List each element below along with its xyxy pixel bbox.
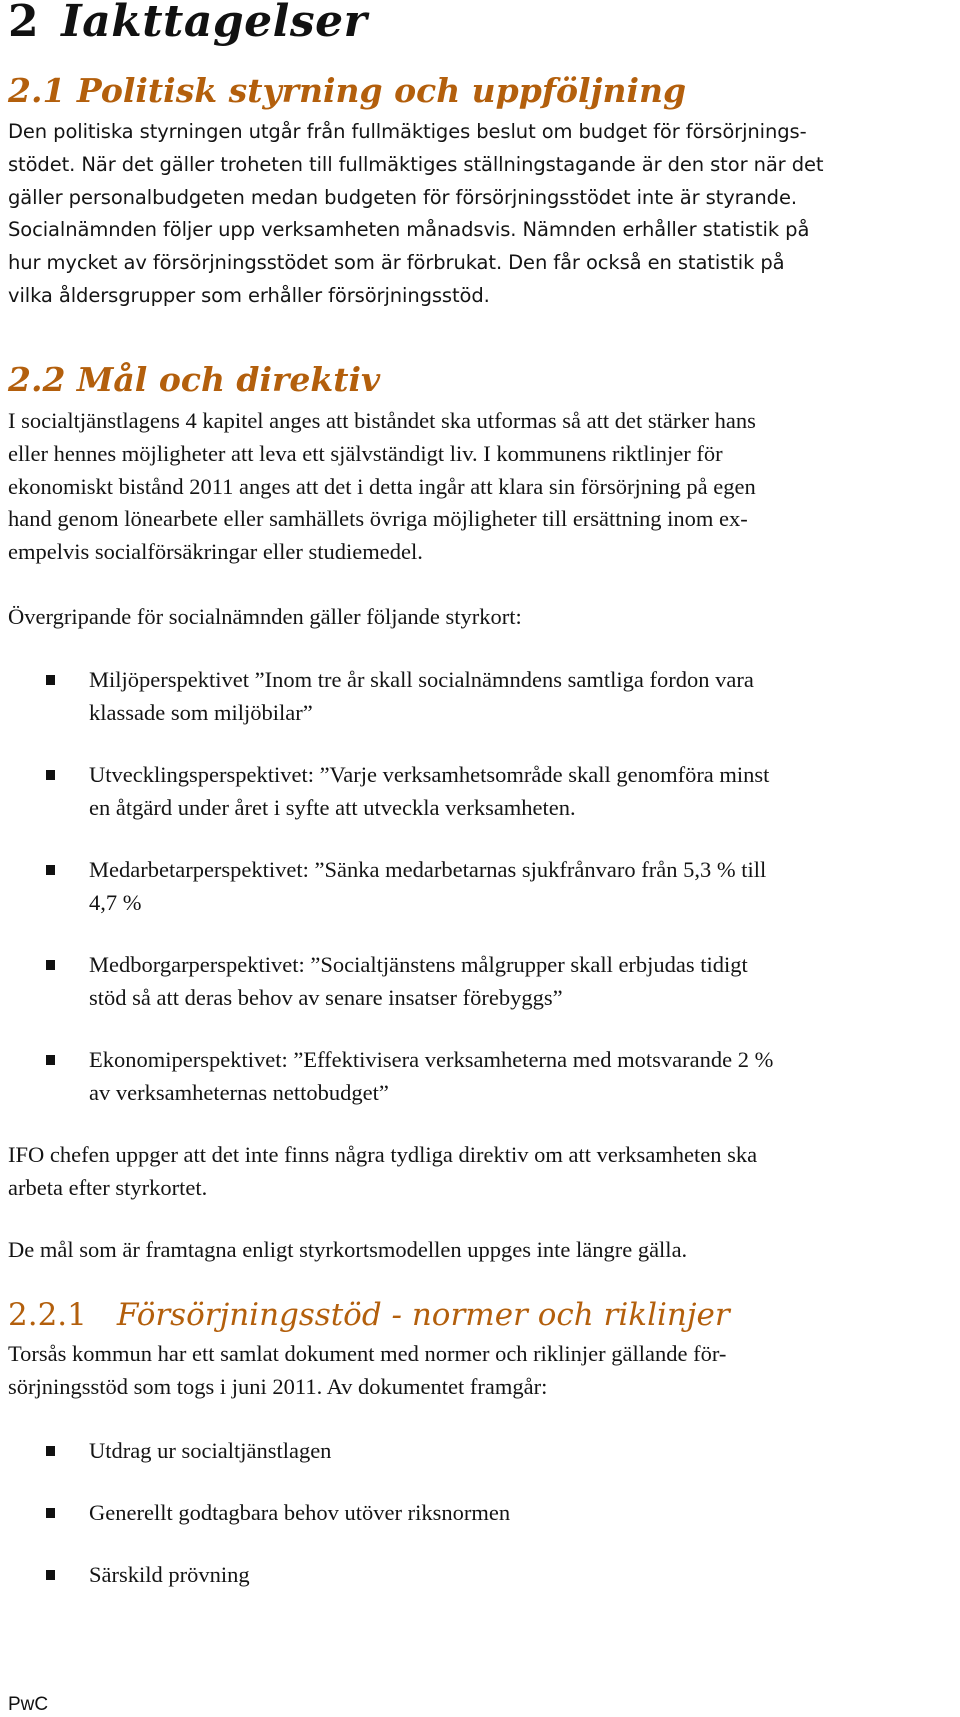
text-line: Den politiska styrningen utgår från fullmäktiges beslut om budget för försörjnings- <box>8 120 807 143</box>
scorecard-intro <box>8 601 956 634</box>
bullet-marker <box>46 1055 55 1065</box>
text-line: Miljöperspektivet ”Inom tre år skall socialnämndens samtliga fordon vara <box>89 667 754 692</box>
section-2-2-heading: 2.2 Mål och direktiv <box>8 360 381 399</box>
bullet-marker <box>46 675 55 685</box>
text-line: Medborgarperspektivet: ”Socialtjänstens målgrupper skall erbjudas tidigt <box>89 952 748 977</box>
text-line: Generellt godtagbara behov utöver riksnormen <box>89 1500 511 1525</box>
text-line: klassade som miljöbilar” <box>89 699 313 725</box>
goals-paragraph <box>8 1234 956 1267</box>
text-line: av verksamheternas nettobudget” <box>89 1079 389 1105</box>
chapter-number: 2 <box>8 0 40 47</box>
text-line: Torsås kommun har ett samlat dokument med normer och riklinjer gällande för- <box>8 1341 727 1366</box>
bullet-marker <box>46 1508 55 1518</box>
ifo-paragraph <box>8 1139 956 1205</box>
bullet-marker <box>46 770 55 780</box>
footer-brand: PwC <box>8 1694 49 1715</box>
text-line: Socialnämnden följer upp verksamheten månadsvis. Nämnden erhåller statistik på <box>8 218 810 242</box>
section-2-2-paragraph <box>8 405 956 569</box>
text-line: De mål som är framtagna enligt styrkortsmodellen uppges inte längre gälla. <box>8 1237 688 1262</box>
text-line: Utvecklingsperspektivet: ”Varje verksamhetsområde skall genomföra minst <box>89 762 770 787</box>
list-item-text <box>89 854 949 920</box>
text-line: ekonomiskt bistånd 2011 anges att det i detta ingår att klara sin försörjning på egen <box>8 473 756 499</box>
text-line: Särskild prövning <box>89 1562 250 1587</box>
text-line: Ekonomiperspektivet: ”Effektivisera verksamheterna med motsvarande 2 % <box>89 1047 774 1072</box>
text-line: hand genom lönearbete eller samhällets övriga möjligheter till ersättning inom ex- <box>8 506 748 532</box>
text-line: IFO chefen uppger att det inte finns några tydliga direktiv om att verksamheten ska <box>8 1142 758 1167</box>
list-item-text <box>89 1559 949 1592</box>
list-item-text <box>89 664 949 730</box>
text-line: I socialtjänstlagens 4 kapitel anges att biståndet ska utformas så att det stärker hans <box>8 408 756 433</box>
text-line: Övergripande för socialnämnden gäller följande styrkort: <box>8 604 522 629</box>
list-item-text <box>89 1044 949 1110</box>
section-number: 2.2.1 <box>8 1297 87 1333</box>
text-line: vilka åldersgrupper som erhåller försörjningsstöd. <box>8 283 490 307</box>
chapter-heading <box>8 0 367 50</box>
section-2-1-heading: 2.1 Politisk styrning och uppföljning <box>8 71 687 110</box>
list-item-text <box>89 1435 949 1468</box>
text-line: gäller personalbudgeten medan budgeten för försörjningsstödet inte är styrande. <box>8 185 797 209</box>
bullet-marker <box>46 1570 55 1580</box>
text-line: eller hennes möjligheter att leva ett självständigt liv. I kommunens riktlinjer för <box>8 440 723 466</box>
bullet-marker <box>46 1446 55 1456</box>
text-line: Medarbetarperspektivet: ”Sänka medarbetarnas sjukfrånvaro från 5,3 % till <box>89 857 767 882</box>
section-title: Försörjningsstöd - normer och riklinjer <box>116 1297 730 1333</box>
section-2-2-1-paragraph <box>8 1338 956 1404</box>
list-item-text <box>89 949 949 1015</box>
text-line: stödet. När det gäller troheten till fullmäktiges ställningstagande är den stor när det <box>8 152 824 176</box>
text-line: arbeta efter styrkortet. <box>8 1174 208 1200</box>
section-2-1-paragraph <box>8 116 956 313</box>
list-item-text <box>89 759 949 825</box>
section-2-2-1-heading <box>8 1294 730 1336</box>
text-line: stöd så att deras behov av senare insatser förebyggs” <box>89 984 563 1010</box>
text-line: 4,7 % <box>89 889 142 915</box>
bullet-marker <box>46 865 55 875</box>
text-line: hur mycket av försörjningsstödet som är förbrukat. Den får också en statistik på <box>8 251 785 275</box>
chapter-title: Iakttagelser <box>61 0 368 47</box>
list-item-text <box>89 1497 949 1530</box>
text-line: en åtgärd under året i syfte att utveckla verksamheten. <box>89 794 576 820</box>
text-line: Utdrag ur socialtjänstlagen <box>89 1438 332 1463</box>
bullet-marker <box>46 960 55 970</box>
text-line: empelvis socialförsäkringar eller studiemedel. <box>8 539 423 565</box>
text-line: sörjningsstöd som togs i juni 2011. Av dokumentet framgår: <box>8 1373 548 1399</box>
